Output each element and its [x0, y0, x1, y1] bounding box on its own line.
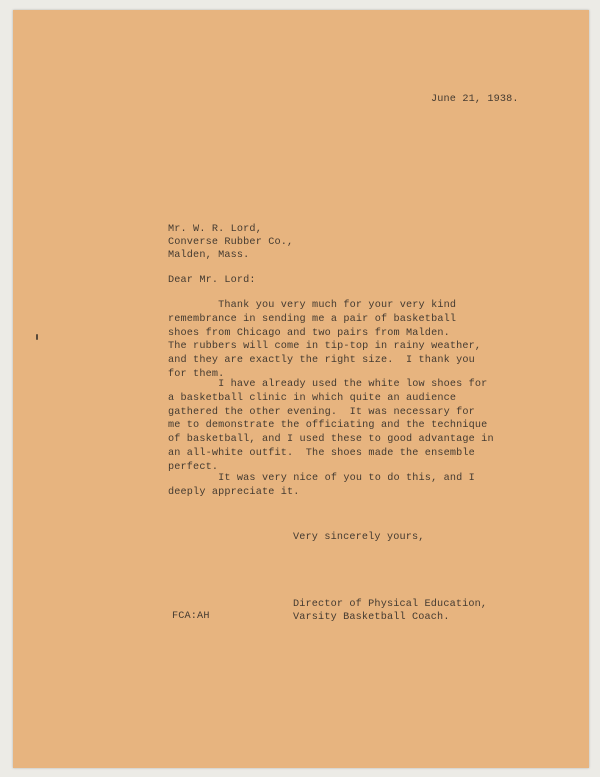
recipient-name: Mr. W. R. Lord, — [168, 224, 262, 235]
letter-sheet — [13, 10, 589, 768]
signature-title-1: Director of Physical Education, — [293, 599, 488, 610]
typist-initials: FCA:AH — [172, 611, 210, 622]
recipient-company: Converse Rubber Co., — [168, 237, 294, 248]
closing: Very sincerely yours, — [293, 532, 425, 543]
salutation: Dear Mr. Lord: — [168, 275, 256, 286]
body-paragraph-2: I have already used the white low shoes for a basketball clinic in which quite an audience gathered the other evening. It was necessary for me to demonstrate the officiating and the technique of basketball, and I used these to good advantage in an all-white outfit. The shoes made the ensemble perfect. — [168, 379, 494, 473]
hole-mark — [36, 334, 38, 340]
signature-title-2: Varsity Basketball Coach. — [293, 612, 450, 623]
body-paragraph-1: Thank you very much for your very kind remembrance in sending me a pair of basketball shoes from Chicago and two pairs from Malden. The rubbers will come in tip-top in rainy weather, and they are exactly the right size. I thank you for them. — [168, 300, 482, 380]
body-paragraph-3: It was very nice of you to do this, and I deeply appreciate it. — [168, 473, 475, 498]
recipient-city: Malden, Mass. — [168, 250, 250, 261]
letter-date: June 21, 1938. — [431, 94, 519, 105]
